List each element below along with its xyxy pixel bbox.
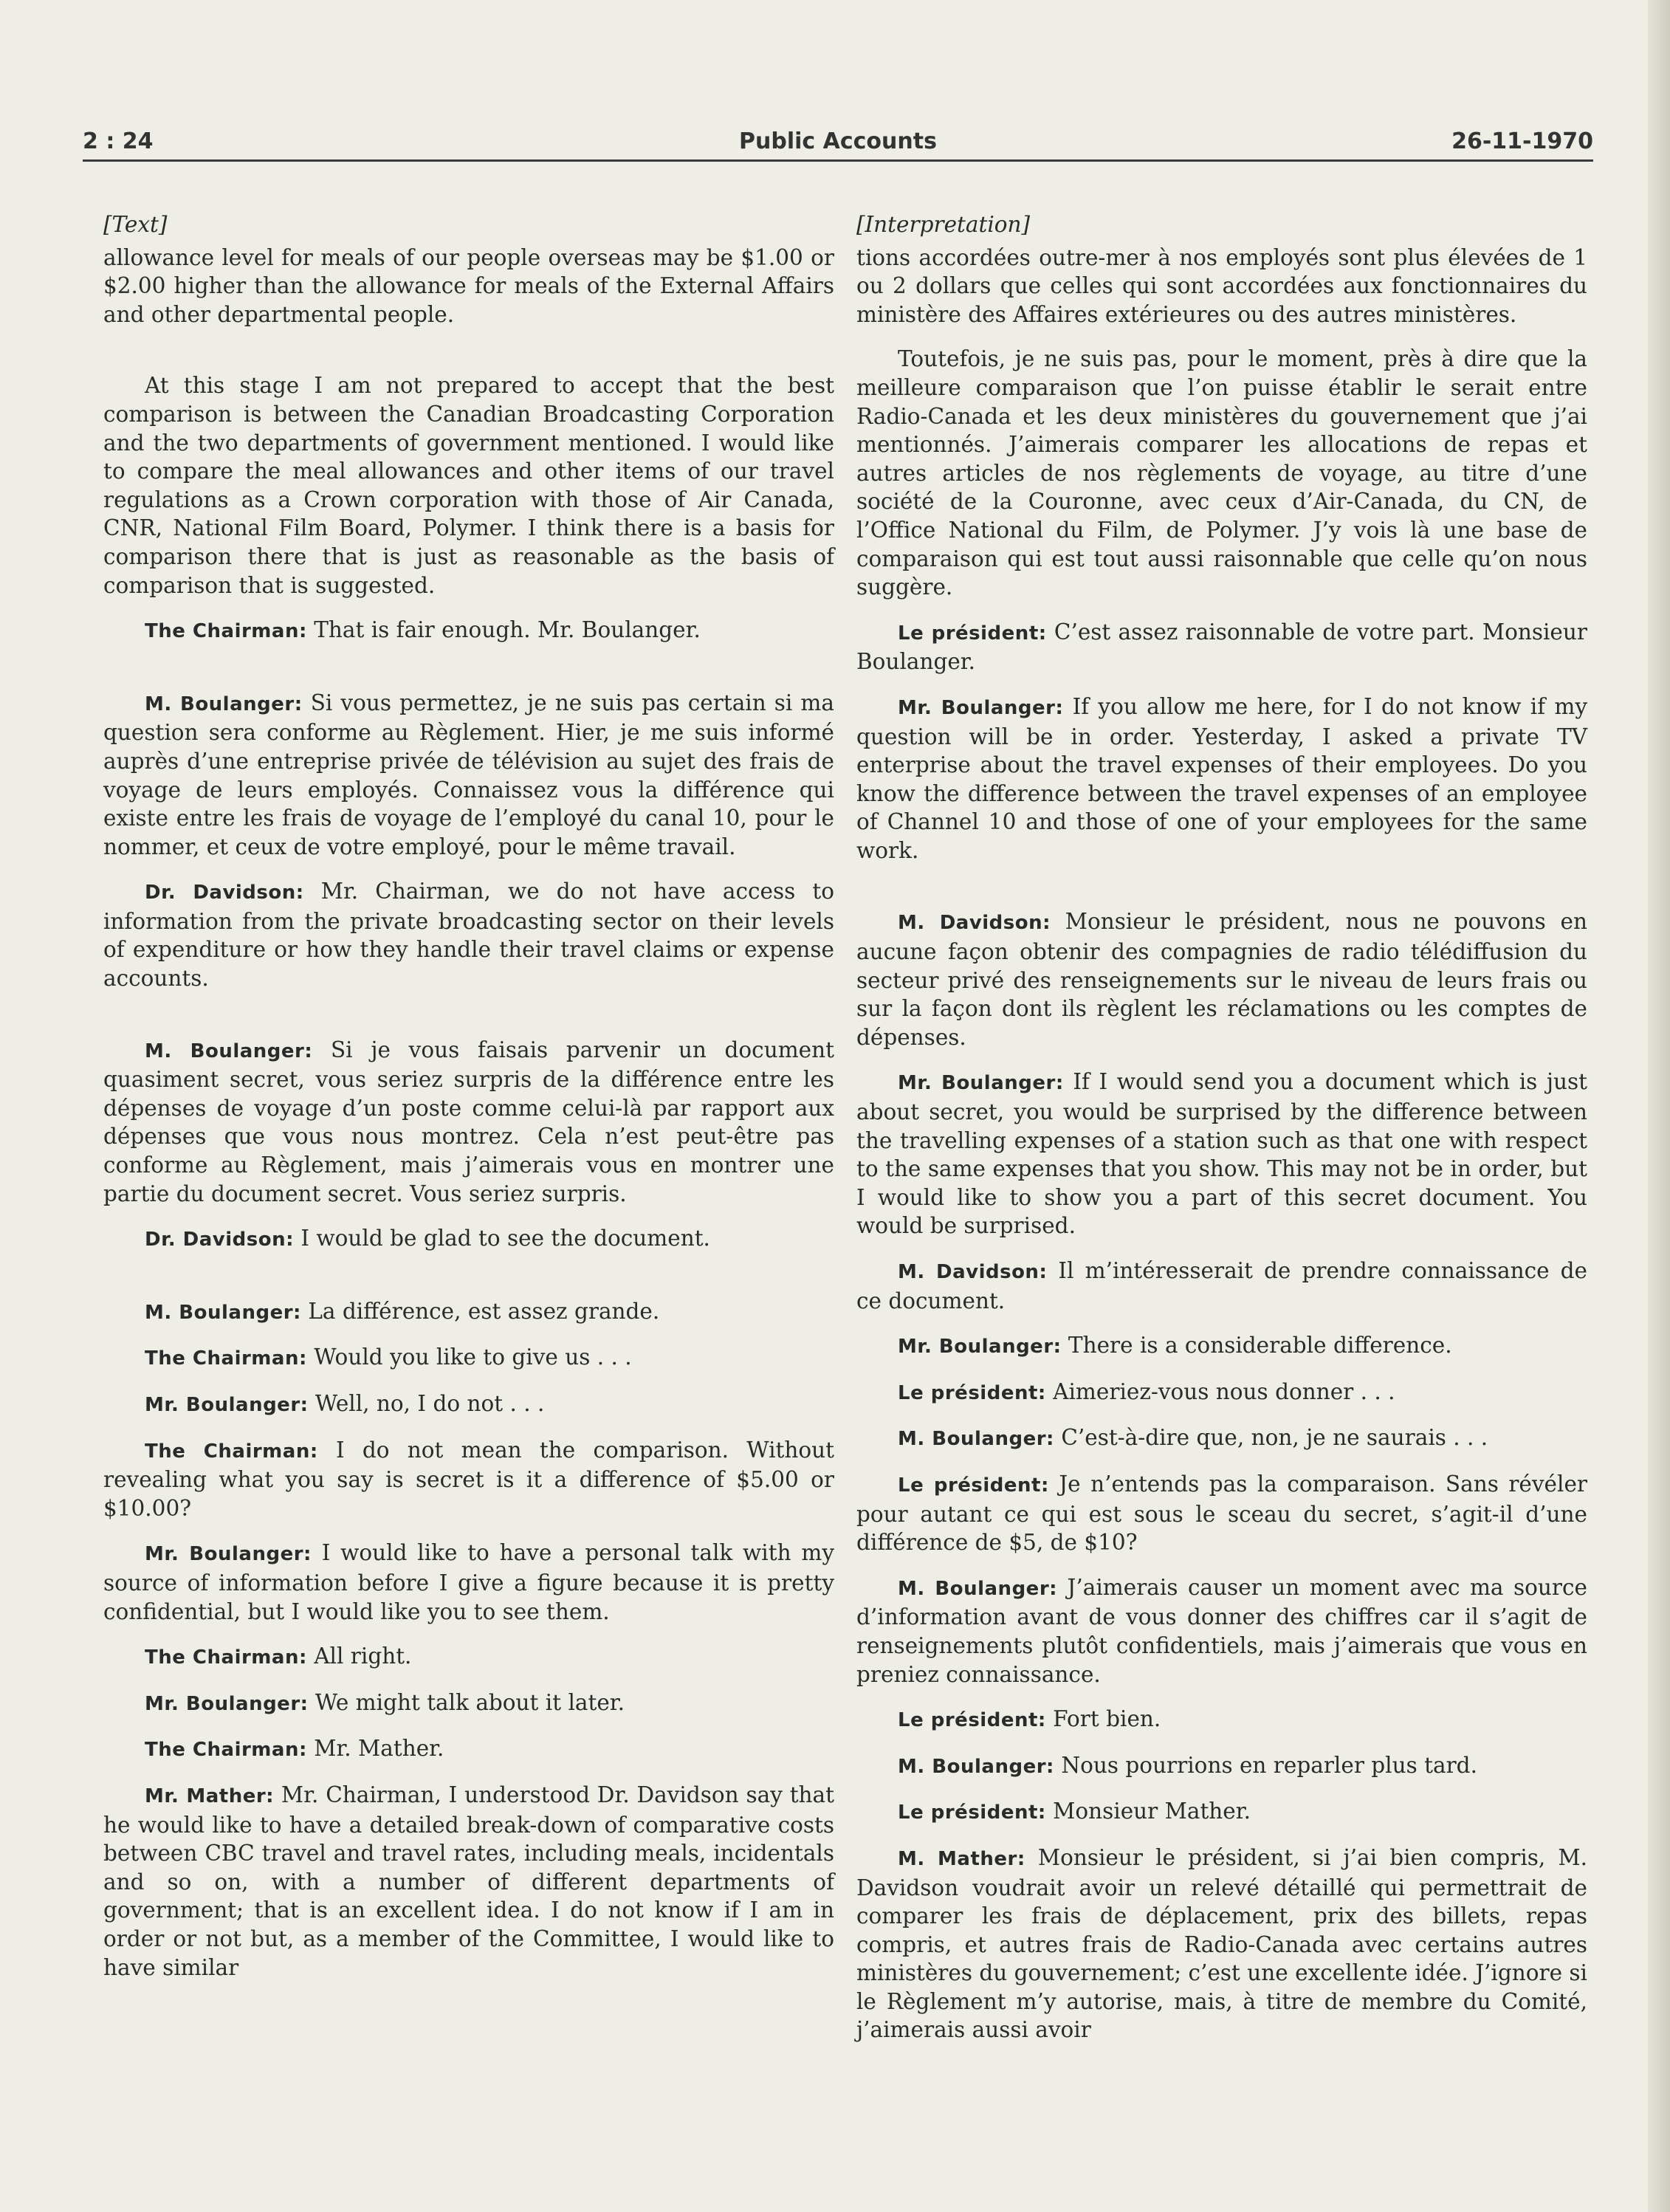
page-number: 2 : 24 xyxy=(83,128,154,154)
running-title: Public Accounts xyxy=(739,128,937,154)
speaker-label: M. Davidson: xyxy=(898,1261,1048,1283)
speaker-label: Mr. Mather: xyxy=(145,1785,275,1807)
speech: M. Boulanger: J’aimerais causer un moment avec ma source d’information avant de vous donner des chiffres car il s’agit de renseignements plutôt confidentiels, mais j’aimerais que vous en preniez connaissance. xyxy=(856,1574,1587,1687)
speech: The Chairman: Mr. Mather. xyxy=(145,1736,444,1762)
speech: M. Mather: Monsieur le président, si j’ai bien compris, M. Davidson voudrait avoir un relevé détaillé qui permettrait de comparer les frais de déplacement, prix des billets, repas compris, et autres frais de Radio-Canada avec certains autres ministères du gouvernement; c’est une excellente idée. J’ignore si le Règlement m’y autorise, mais, à titre de membre du Comité, j’aimerais aussi avoir xyxy=(856,1844,1587,2043)
left-column xyxy=(103,210,834,1998)
section-tag-interpretation: [Interpretation] xyxy=(856,212,1031,237)
speech: Le président: Aimeriez-vous nous donner . . . xyxy=(898,1378,1395,1404)
page-header xyxy=(83,127,1593,162)
speech: M. Boulanger: C’est-à-dire que, non, je ne saurais . . . xyxy=(898,1425,1488,1451)
page-edge xyxy=(1648,0,1670,2212)
speaker-label: The Chairman: xyxy=(145,1347,307,1370)
speech: Le président: Fort bien. xyxy=(898,1706,1161,1732)
speaker-label: M. Mather: xyxy=(898,1847,1025,1870)
speaker-label: Mr. Boulanger: xyxy=(145,1394,309,1416)
paragraph: allowance level for meals of our people overseas may be $1.00 or $2.00 higher than the allowance for meals of the External Affairs and other departmental people. xyxy=(103,244,834,327)
speaker-label: Mr. Boulanger: xyxy=(898,696,1064,719)
speaker-label: M. Boulanger: xyxy=(145,1040,313,1062)
paragraph: Toutefois, je ne suis pas, pour le moment, près à dire que la meilleure comparaison que l’on puisse établir le serait entre Radio-Canada et les deux ministères du gouvernement que j’ai mentionnés. J’aimerais comparer les allocations de repas et autres articles de nos règlements de voyage, au titre d’une société de la Couronne, avec ceux d’Air-Canada, du CN, de l’Office National du Film, de Polymer. J’y vois là une base de comparaison qui est tout aussi raisonnable que celle qu’on nous suggère. xyxy=(856,346,1587,600)
speaker-label: Le président: xyxy=(898,1381,1046,1404)
speech: The Chairman: Would you like to give us . . . xyxy=(145,1344,632,1370)
speaker-label: The Chairman: xyxy=(145,1440,318,1463)
speech: Mr. Mather: Mr. Chairman, I understood Dr. Davidson say that he would like to have a detailed break-down of comparative costs between CBC travel and travel rates, including meals, incidentals and so on, with a number of different departments of government; that is an excellent idea. I do not know if I am in order or not but, as a member of the Committee, I would like to have similar xyxy=(103,1782,834,1980)
speech: M. Davidson: Monsieur le président, nous ne pouvons en aucune façon obtenir des compagnies de radio télédiffusion du secteur privé des renseignements sur le niveau de leurs frais ou sur la façon dont ils règlent les réclamations ou les comptes de dépenses. xyxy=(856,909,1587,1050)
speech: The Chairman: All right. xyxy=(145,1643,412,1669)
speech: Dr. Davidson: Mr. Chairman, we do not have access to information from the private broadcasting sector on their levels of expenditure or how they handle their travel claims or expense accounts. xyxy=(103,879,834,992)
speaker-label: The Chairman: xyxy=(145,1646,307,1669)
speech: Mr. Boulanger: If I would send you a document which is just about secret, you would be surprised by the difference between the travelling expenses of a station such as that one with respect to the same expenses that you show. This may not be in order, but I would like to show you a part of this secret document. You would be surprised. xyxy=(856,1069,1587,1239)
speaker-label: The Chairman: xyxy=(145,620,307,643)
speaker-label: Dr. Davidson: xyxy=(145,1229,294,1251)
speech: Dr. Davidson: I would be glad to see the document. xyxy=(145,1226,710,1251)
sitting-date: 26-11-1970 xyxy=(1451,128,1593,154)
speech: Le président: C’est assez raisonnable de votre part. Monsieur Boulanger. xyxy=(856,619,1587,675)
speaker-label: Dr. Davidson: xyxy=(145,882,304,904)
speaker-label: Mr. Boulanger: xyxy=(898,1336,1062,1359)
speech: M. Boulanger: Si je vous faisais parvenir un document quasiment secret, vous seriez surpris de la différence entre les dépenses de voyage d’un poste comme celui-là par rapport aux dépenses que vous nous montrez. Cela n’est peut-être pas conforme au Règlement, mais j’aimerais vous en montrer une partie du document secret. Vous seriez surpris. xyxy=(103,1037,834,1206)
speaker-label: M. Boulanger: xyxy=(145,693,303,715)
right-column xyxy=(856,210,1587,2061)
speaker-label: Le président: xyxy=(898,1801,1046,1824)
speech: M. Boulanger: Nous pourrions en reparler plus tard. xyxy=(898,1752,1477,1778)
speaker-label: M. Boulanger: xyxy=(898,1428,1054,1451)
speech: Mr. Boulanger: I would like to have a personal talk with my source of information before I give a figure because it is pretty confidential, but I would like you to see them. xyxy=(103,1540,834,1624)
speech: Mr. Boulanger: There is a considerable difference. xyxy=(898,1333,1452,1359)
speaker-label: Le président: xyxy=(898,1709,1046,1732)
speaker-label: M. Boulanger: xyxy=(898,1577,1058,1600)
speaker-label: Le président: xyxy=(898,1474,1049,1497)
speech: Mr. Boulanger: Well, no, I do not . . . xyxy=(145,1391,545,1416)
speaker-label: Mr. Boulanger: xyxy=(145,1543,312,1566)
speech: Le président: Monsieur Mather. xyxy=(898,1799,1251,1824)
paragraph: tions accordées outre-mer à nos employés sont plus élevées de 1 ou 2 dollars que celles qui sont accordées aux fonctionnaires du ministère des Affaires extérieures ou des autres ministères. xyxy=(856,244,1587,327)
speaker-label: M. Davidson: xyxy=(898,912,1051,935)
speech: M. Davidson: Il m’intéresserait de prendre connaissance de ce document. xyxy=(856,1258,1587,1313)
speech: Mr. Boulanger: If you allow me here, for I do not know if my question will be in order. Yesterday, I asked a private TV enterprise about the travel expenses of their employees. Do you know the difference between the travel expenses of an employee of Channel 10 and those of one of your employees for the same work. xyxy=(856,693,1587,863)
speech: Le président: Je n’entends pas la comparaison. Sans révéler pour autant ce qui est sous le sceau du secret, s’agit-il d’une différence de $5, de $10? xyxy=(856,1471,1587,1556)
speaker-label: The Chairman: xyxy=(145,1739,307,1762)
speaker-label: Le président: xyxy=(898,622,1047,645)
speaker-label: Mr. Boulanger: xyxy=(145,1692,309,1715)
speaker-label: M. Boulanger: xyxy=(145,1301,301,1324)
section-tag-text: [Text] xyxy=(103,212,168,237)
speaker-label: M. Boulanger: xyxy=(898,1755,1054,1778)
speaker-label: Mr. Boulanger: xyxy=(898,1072,1064,1095)
speech: The Chairman: I do not mean the comparison. Without revealing what you say is secret is it a difference of $5.00 or $10.00? xyxy=(103,1437,834,1521)
paragraph: At this stage I am not prepared to accept that the best comparison is between the Canadian Broadcasting Corporation and the two departments of government mentioned. I would like to compare the meal allowances and other items of our travel regulations as a Crown corporation with those of Air Canada, CNR, National Film Board, Polymer. I think there is a basis for comparison there that is just as reasonable as the basis of comparison that is suggested. xyxy=(103,373,834,598)
speech: M. Boulanger: Si vous permettez, je ne suis pas certain si ma question sera conforme au Règlement. Hier, je me suis informé auprès d’une entreprise privée de télévision au sujet des frais de voyage de leurs employés. Connaissez vous la différence qui existe entre les frais de voyage de l’employé du canal 10, pour le nommer, et ceux de votre employé, pour le même travail. xyxy=(103,690,834,859)
speech: M. Boulanger: La différence, est assez grande. xyxy=(145,1298,660,1324)
speech: The Chairman: That is fair enough. Mr. Boulanger. xyxy=(145,617,701,643)
speech: Mr. Boulanger: We might talk about it later. xyxy=(145,1689,625,1715)
